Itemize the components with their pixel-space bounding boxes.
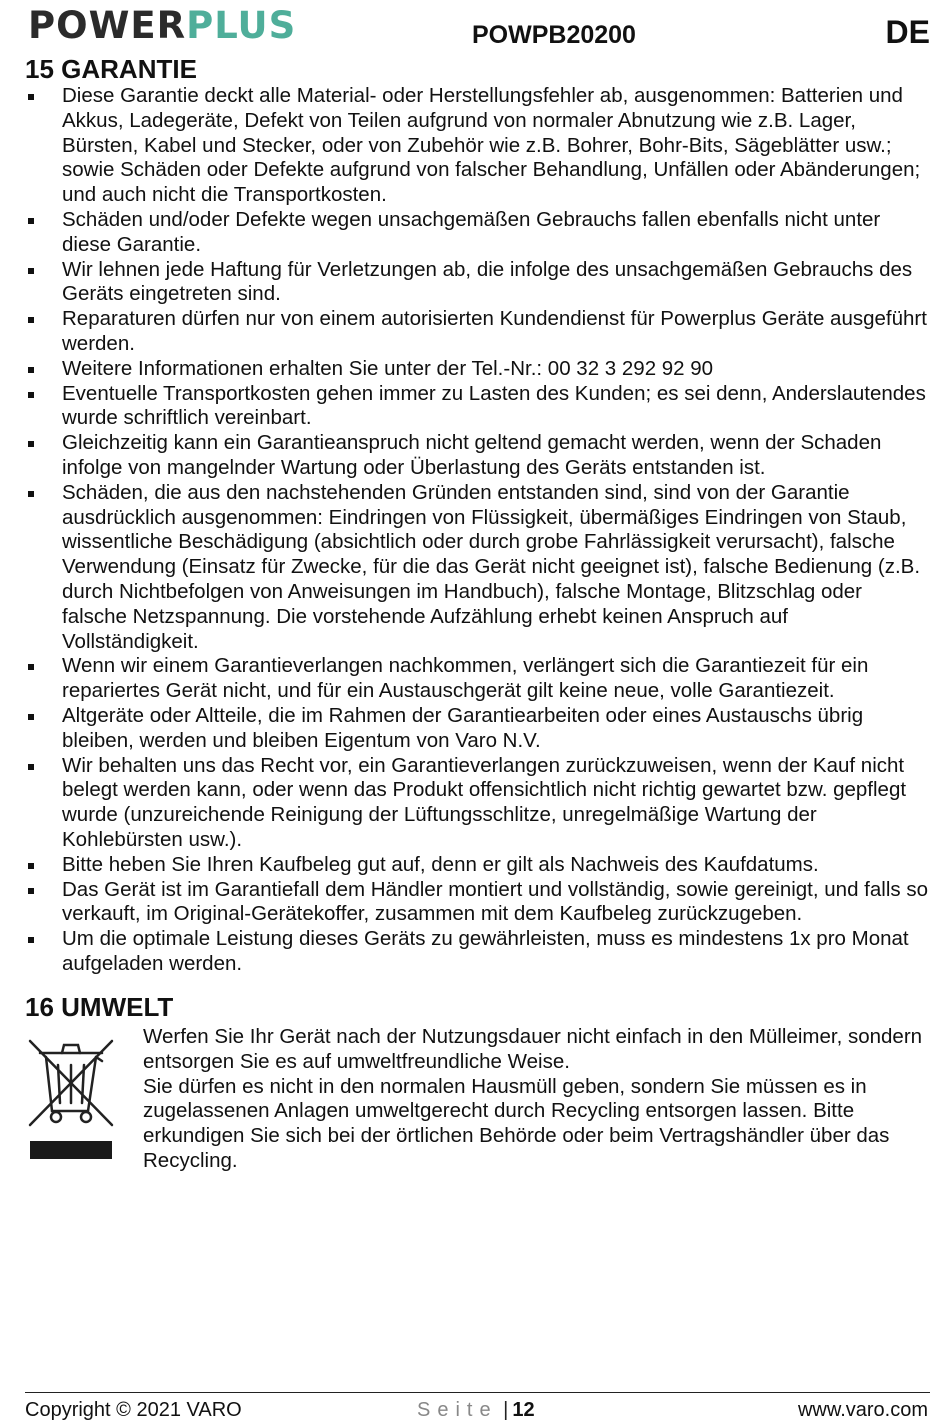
list-item: Diese Garantie deckt alle Material- oder Herstellungsfehler ab, ausgenommen: Batterien und Akkus, Ladegeräte, Defekt von Teilen aufgrund von normaler Abnutzung wie z.B. Lager, Bürsten, Kabel und Stecker, oder von Zubehör wie z.B. Bohrer, Bohr-Bits, Sägeblätter usw.; sowie Schäden oder Defekte aufgrund von falscher Behandlung, Unfällen oder Abänderungen; und auch nicht die Transportkosten. — [25, 84, 930, 208]
logo-text-power: POWER — [28, 4, 187, 47]
footer-divider — [25, 1392, 930, 1393]
model-number: POWPB20200 — [472, 21, 636, 49]
list-item: Das Gerät ist im Garantiefall dem Händler montiert und vollständig, sowie gereinigt, und falls so verkauft, im Original-Gerätekoffer, zusammen mit dem Kaufbeleg zurückzugeben. — [25, 878, 930, 928]
brand-logo — [28, 6, 296, 46]
section-title-umwelt: 16 UMWELT — [25, 992, 174, 1022]
list-item: Schäden, die aus den nachstehenden Gründen entstanden sind, sind von der Garantie ausdrücklich ausgenommen: Eindringen von Flüssigkeit, übermäßiges Eindringen von Staub, wissentliche Beschädigung (absichtlich oder durch grobe Fahrlässigkeit verursacht), falsche Verwendung (Einsatz für Zwecke, für die das Gerät nicht geeignet ist), falsche Bedienung (z.B. durch Nichtbefolgen von Anweisungen im Handbuch), falsche Montage, Blitzschlag oder falsche Netzspannung. Die vorstehende Aufzählung erhebt keinen Anspruch auf Vollständigkeit. — [25, 481, 930, 655]
list-item: Altgeräte oder Altteile, die im Rahmen der Garantiearbeiten oder eines Austauschs übrig bleiben, werden und bleiben Eigentum von Varo N.V. — [25, 704, 930, 754]
section-title-garantie: 15 GARANTIE — [25, 54, 197, 84]
crossed-out-wheelie-bin-icon — [26, 1035, 116, 1165]
list-item: Gleichzeitig kann ein Garantieanspruch nicht geltend gemacht werden, wenn der Schaden infolge von mangelnder Wartung oder Überlastung des Geräts entstanden ist. — [25, 431, 930, 481]
list-item: Schäden und/oder Defekte wegen unsachgemäßen Gebrauchs fallen ebenfalls nicht unter diese Garantie. — [25, 208, 930, 258]
list-item: Um die optimale Leistung dieses Geräts zu gewährleisten, muss es mindestens 1x pro Monat aufgeladen werden. — [25, 927, 930, 977]
warranty-list — [25, 84, 930, 977]
page-separator: | — [503, 1399, 509, 1421]
list-item: Eventuelle Transportkosten gehen immer zu Lasten des Kunden; es sei denn, Anderslautendes wurde schriftlich vereinbart. — [25, 382, 930, 432]
footer-page-number — [417, 1398, 535, 1422]
list-item: Wenn wir einem Garantieverlangen nachkommen, verlängert sich die Garantiezeit für ein repariertes Gerät nicht, und für ein Austauschgerät gilt keine neue, volle Garantiezeit. — [25, 654, 930, 704]
list-item: Weitere Informationen erhalten Sie unter der Tel.-Nr.: 00 32 3 292 92 90 — [25, 357, 930, 382]
environment-paragraph: Werfen Sie Ihr Gerät nach der Nutzungsdauer nicht einfach in den Mülleimer, sondern entsorgen Sie es auf umweltfreundliche Weise. — [143, 1025, 923, 1073]
list-item: Reparaturen dürfen nur von einem autorisierten Kundendienst für Powerplus Geräte ausgeführt werden. — [25, 307, 930, 357]
list-item: Wir lehnen jede Haftung für Verletzungen ab, die infolge des unsachgemäßen Gebrauchs des Geräts eingetreten sind. — [25, 258, 930, 308]
language-code: DE — [885, 14, 930, 50]
footer-website-link[interactable]: www.varo.com — [797, 1399, 928, 1421]
list-item: Wir behalten uns das Recht vor, ein Garantieverlangen zurückzuweisen, wenn der Kauf nicht belegt werden kann, oder wenn das Produkt offensichtlich nicht richtig gewartet bzw. gepflegt wurde (unzureichende Reinigung der Lüftungsschlitze, unregelmäßige Wartung der Kohlebürsten usw.). — [25, 754, 930, 853]
list-item: Bitte heben Sie Ihren Kaufbeleg gut auf, denn er gilt als Nachweis des Kaufdatums. — [25, 853, 930, 878]
environment-text — [143, 1025, 923, 1174]
footer-copyright: Copyright © 2021 VARO — [25, 1399, 242, 1421]
page-number: 12 — [512, 1399, 535, 1421]
page-label: Seite — [417, 1399, 498, 1421]
logo-text-plus: PLUS — [186, 4, 297, 47]
environment-paragraph: Sie dürfen es nicht in den normalen Hausmüll geben, sondern Sie müssen es in zugelassenen Anlagen umweltgerecht durch Recycling entsorgen lassen. Bitte erkundigen Sie sich bei der örtlichen Behörde oder beim Vertragshändler über das Recycling. — [143, 1074, 890, 1172]
